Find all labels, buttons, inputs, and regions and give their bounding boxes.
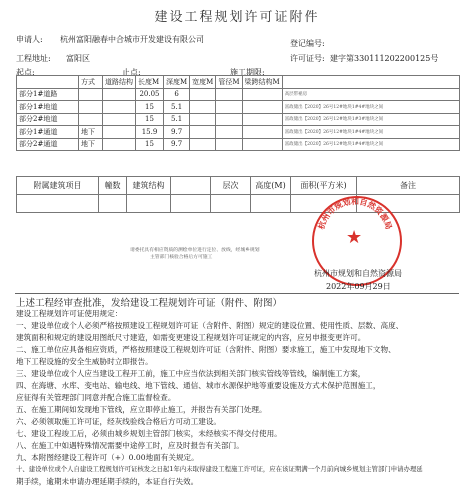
row-method: 地下 bbox=[79, 126, 103, 139]
header-cell: 建筑结构 bbox=[127, 177, 171, 195]
notice-title: 上述工程经审查批准，发给建设工程规划许可证（附件、附图） bbox=[16, 298, 283, 309]
row-pipe bbox=[216, 138, 242, 151]
notice-line: 一、建设单位或个人必须严格按照建设工程规划许可证（含附件、附图）规定的建设位置、使用性质、层数、高度、 bbox=[16, 321, 404, 330]
table-header-row bbox=[17, 76, 460, 89]
header-cell: 梁跨结构M bbox=[242, 76, 282, 89]
row-width bbox=[190, 88, 216, 101]
row-span bbox=[242, 101, 282, 114]
end-label: 止点: bbox=[122, 68, 141, 77]
row-method bbox=[79, 88, 103, 101]
row-pipe bbox=[216, 101, 242, 114]
row-name: 部分2#地道 bbox=[17, 113, 79, 126]
table-header-row bbox=[17, 177, 460, 195]
row-note: 富政储出【2020】26号12#地块1#4#地块之间 bbox=[282, 101, 459, 114]
header-cell: 管径M bbox=[216, 76, 242, 89]
notice-line: 应征得有关管理部门同意并配合施工监督检查。 bbox=[16, 393, 176, 402]
row-struct bbox=[103, 126, 136, 139]
seal-text: 杭州市规划和自然资源局 bbox=[315, 196, 395, 231]
notice-line: 九、本附图经建设工程许可（+）0.00地面有关规定。 bbox=[16, 453, 199, 462]
passage-table bbox=[16, 75, 460, 151]
row-struct bbox=[103, 88, 136, 101]
header-cell: 幢数 bbox=[99, 177, 127, 195]
header-cell: 面积(平方米) bbox=[291, 177, 357, 195]
row-pipe bbox=[216, 126, 242, 139]
notice-line: 七、建设工程竣工后，必须由城乡规划主管部门核实，未经核实不得交付使用。 bbox=[16, 429, 282, 438]
row-length: 15 bbox=[136, 138, 164, 151]
row-depth: 5.1 bbox=[164, 101, 190, 114]
notice-line: 十、建设单位或个人自建设工程规划许可证核发之日起1年内未取得建设工程施工许可证，应在该证期满一个月前向城乡规划主管部门申请办理延 bbox=[16, 465, 423, 473]
reg-no-label: 登记编号: bbox=[290, 39, 325, 48]
row-length: 15 bbox=[136, 101, 164, 114]
row-span bbox=[242, 138, 282, 151]
applicant-value: 杭州富阳融春中合城市开发建设有限公司 bbox=[60, 35, 204, 44]
header-cell: 高度(M) bbox=[251, 177, 291, 195]
notice-line: 四、在海塘、水库、变电站、输电线、地下管线、通信、城市水源保护地等重要设施及方式术保护范围施工， bbox=[16, 381, 381, 390]
row-name: 部分2#通道 bbox=[17, 138, 79, 151]
row-width bbox=[190, 113, 216, 126]
notice-line: 八、在施工中如遇特殊情况需要中途停工时，应及时报告有关部门。 bbox=[16, 441, 244, 450]
row-note: 高层带裙房 bbox=[282, 88, 459, 101]
table-row bbox=[17, 101, 460, 114]
notice-line: 二、施工单位应具备相应资质，严格按照建设工程规划许可证（含附件、附图）要求施工，施工中发现地下文物、 bbox=[16, 345, 396, 354]
row-depth: 9.7 bbox=[164, 126, 190, 139]
header-cell: 长度M bbox=[136, 76, 164, 89]
header-cell: 方式 bbox=[79, 76, 103, 89]
row-name: 部分1#道路 bbox=[17, 88, 79, 101]
row-pipe bbox=[216, 88, 242, 101]
header-cell: 深度M bbox=[164, 76, 190, 89]
svg-text:杭州市规划和自然资源局 bbox=[316, 196, 395, 230]
location-label: 工程地址: bbox=[16, 54, 51, 63]
row-name: 部分1#通道 bbox=[17, 126, 79, 139]
seal-star-icon: ★ bbox=[346, 227, 363, 248]
row-depth: 6 bbox=[164, 88, 190, 101]
row-length: 15.9 bbox=[136, 126, 164, 139]
row-note: 富政储出【2020】26号12#地块1#4#地块之间 bbox=[282, 138, 459, 151]
row-name: 部分1#地道 bbox=[17, 101, 79, 114]
row-note: 富政储出【2020】26号12#地块1#3#地块之间 bbox=[282, 113, 459, 126]
row-length: 20.05 bbox=[136, 88, 164, 101]
row-span bbox=[242, 126, 282, 139]
row-struct bbox=[103, 113, 136, 126]
row-struct bbox=[103, 138, 136, 151]
notice-line: 五、在施工期间如发现地下管线，应立即停止施工，并报告有关部门处理。 bbox=[16, 405, 267, 414]
row-depth: 5.1 bbox=[164, 113, 190, 126]
header-cell: 层次 bbox=[211, 177, 251, 195]
document-title: 建设工程规划许可证附件 bbox=[154, 10, 320, 25]
notice-line: 三、建设单位或个人应当建设工程开工前，施工中应当依法到相关部门核实管线等管线，编制施工方案， bbox=[16, 369, 366, 378]
notice-line: 建设工程规划许可证使用规定： bbox=[16, 309, 123, 318]
survey-note-line2: 主管部门核验合格后方可施工 bbox=[150, 255, 213, 260]
table-row bbox=[17, 138, 460, 151]
row-length: 15 bbox=[136, 113, 164, 126]
row-width bbox=[190, 126, 216, 139]
notice-line: 建筑面积和规定的建设用图纸尺寸建造，如需变更建设工程规划许可证规定的内容，应另申报变更许可。 bbox=[16, 333, 366, 342]
notice-line: 地下工程设施的安全生威胁时立即报告。 bbox=[16, 357, 153, 366]
permit-no-label: 许可证号: bbox=[290, 54, 325, 63]
row-method bbox=[79, 113, 103, 126]
row-note: 富政储出【2020】26号12#地块1#4#地块之间 bbox=[282, 126, 459, 139]
table-row bbox=[17, 113, 460, 126]
header-cell bbox=[17, 76, 79, 89]
header-cell: 道路结构 bbox=[103, 76, 136, 89]
row-width bbox=[190, 101, 216, 114]
table-row bbox=[17, 126, 460, 139]
period-label: 施工期限: bbox=[230, 68, 265, 77]
row-depth: 9.7 bbox=[164, 138, 190, 151]
applicant-label: 申请人: bbox=[16, 35, 43, 44]
notice-line: 期手续，逾期未申请办理延期手续的，本证自行失效。 bbox=[16, 477, 199, 486]
row-width bbox=[190, 138, 216, 151]
header-cell: 宽度M bbox=[190, 76, 216, 89]
issuing-authority: 杭州市规划和自然资源局 bbox=[314, 269, 402, 278]
row-pipe bbox=[216, 113, 242, 126]
issue-date: 2022年09月29日 bbox=[326, 282, 391, 291]
notice-line: 六、必须领取施工许可证，经灰线验线合格后方可动工建设。 bbox=[16, 417, 222, 426]
row-method: 地下 bbox=[79, 138, 103, 151]
start-label: 起点: bbox=[16, 68, 35, 77]
row-method bbox=[79, 101, 103, 114]
header-cell: 附属建筑项目 bbox=[17, 177, 99, 195]
header-cell bbox=[171, 177, 211, 195]
survey-note-line1: 请委托具有相应资质的测绘单位进行定位、放线，经城乡规划 bbox=[130, 248, 260, 253]
header-cell bbox=[282, 76, 459, 89]
permit-no-value: 建字第330111202200125号 bbox=[330, 54, 439, 63]
row-struct bbox=[103, 101, 136, 114]
divider bbox=[15, 293, 459, 294]
header-cell: 备注 bbox=[357, 177, 460, 195]
location-value: 富阳区 bbox=[66, 54, 90, 63]
row-span bbox=[242, 88, 282, 101]
row-span bbox=[242, 113, 282, 126]
table-row bbox=[17, 88, 460, 101]
